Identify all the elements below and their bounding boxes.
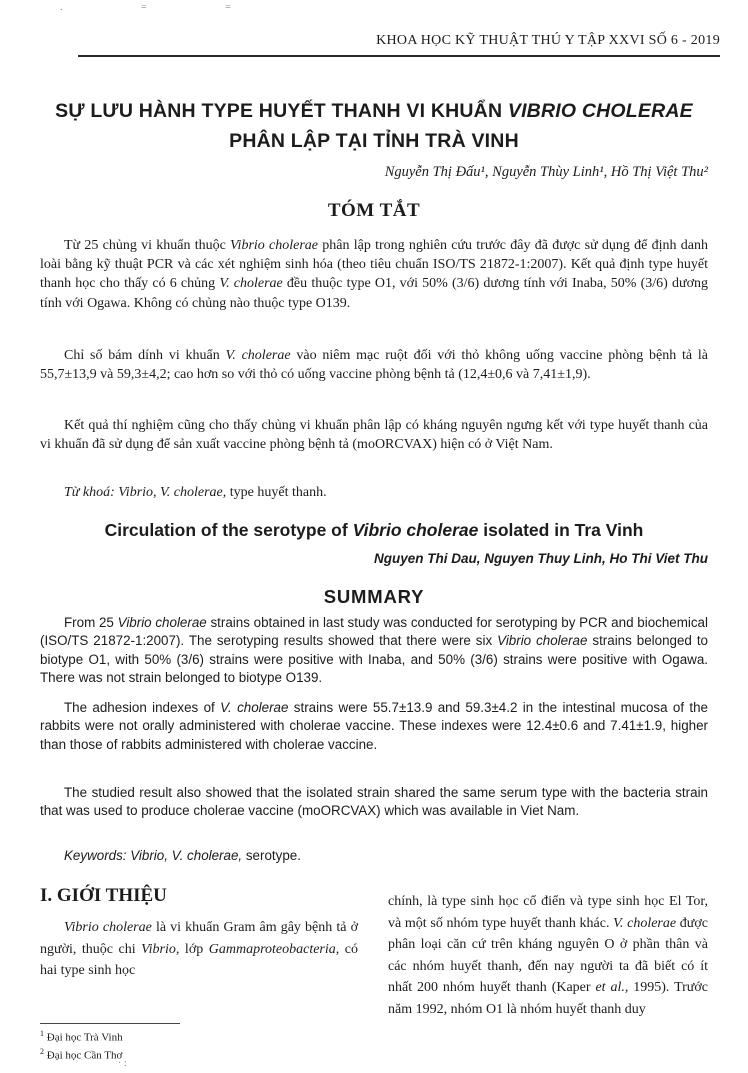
title-vi-part1: SỰ LƯU HÀNH TYPE HUYẾT THANH VI KHUẨN [55,100,508,122]
summary-paragraph-2: The adhesion indexes of V. cholerae strains were 55.7±13.9 and 59.3±4.2 in the intestinal mucosa of the rabbits were not orally administered with cholerae vaccine. These indexes were 12.4±0.6 and 7.41±1.9, higher than those of rabbits administered with cholerae vaccine. [40,700,708,752]
authors-english: Nguyen Thi Dau, Nguyen Thuy Linh, Ho Thi Viet Thu [374,551,708,566]
footnotes [40,1027,123,1062]
title-vietnamese [40,96,708,156]
footnote-1: $^1$ Đại học Trà Vinh [40,1029,123,1044]
scan-mark-bottom: · : [118,1058,127,1069]
keywords-en-rest: serotype. [242,848,301,863]
keywords-vi-label: Từ khoá: Vibrio, V. cholerae, [64,485,227,500]
keywords-vi [64,485,327,501]
title-vi-part2: PHÂN LẬP TẠI TỈNH TRÀ VINH [229,130,519,152]
footnote-2: $^2$ Đại học Cần Thơ [40,1046,123,1062]
intro-right-column: chính, là type sinh học cổ điển và type sinh học El Tor, và một số nhóm type huyết thanh khác. V. cholerae được phân loại căn cứ trên kháng nguyên O ở phần thân và các nhóm huyết thanh, đến nay người ta đã biết có ít nhất 200 nhóm huyết thanh (Kaper et al., 1995). Trước năm 1992, nhóm O1 là nhóm huyết thanh duy [388,894,709,1017]
summary-paragraph-3: The studied result also showed that the isolated strain shared the same serum type with the bacteria strain that was used to produce cholerae vaccine (moORCVAX) which was available in Viet Nam. [40,785,708,819]
scan-marks: . = = [60,2,269,13]
header-rule [78,55,720,57]
title-vi-species: VIBRIO CHOLERAE [507,100,693,122]
authors-vietnamese: Nguyễn Thị Đấu¹, Nguyễn Thùy Linh¹, Hồ Thị Việt Thu² [384,164,708,180]
abstract-vi-paragraph-2: Chỉ số bám dính vi khuẩn V. cholerae vào niêm mạc ruột đối với thỏ không uống vaccine phòng bệnh tả là 55,7±13,9 và 59,3±4,2; cao hơn so với thỏ có uống vaccine phòng bệnh tả (12,4±0,6 và 7,41±1,9). [40,348,708,383]
abstract-vi-paragraph-1: Từ 25 chủng vi khuẩn thuộc Vibrio cholerae phân lập trong nghiên cứu trước đây đã được sử dụng để định danh loài bằng kỹ thuật PCR và các xét nghiệm sinh hóa (theo tiêu chuẩn ISO/TS 21872-1:2007). Kết quả định type huyết thanh học cho thấy có 6 chủng V. cholerae đều thuộc type O1, với 50% (3/6) dương tính với Inaba, 50% (3/6) dương tính với Ogawa. Không có chủng nào thuộc type O139. [40,238,708,311]
title-english: Circulation of the serotype of Vibrio cholerae isolated in Tra Vinh [104,520,644,540]
abstract-heading-vi: TÓM TẮT [327,200,421,221]
abstract-vi-paragraph-3: Kết quả thí nghiệm cũng cho thấy chủng vi khuẩn phân lập có kháng nguyên ngưng kết với type huyết thanh của vi khuẩn đã sử dụng để sản xuất vaccine phòng bệnh tả (moORCVAX) hiện có ở Việt Nam. [40,418,708,453]
journal-running-header: KHOA HỌC KỸ THUẬT THÚ Y TẬP XXVI SỐ 6 - 2019 [376,33,720,48]
intro-left-column: Vibrio cholerae là vi khuẩn Gram âm gây bệnh tả ở người, thuộc chi Vibrio, lớp Gammaproteobacteria, có hai type sinh học [40,920,359,978]
keywords-vi-rest: type huyết thanh. [226,485,327,500]
keywords-en [64,848,301,863]
summary-paragraph-1: From 25 Vibrio cholerae strains obtained in last study was conducted for serotyping by PCR and biochemical (ISO/TS 21872-1:2007). The serotyping results showed that there were six Vibrio cholerae strains belonged to biotype O1, with 50% (3/6) strains were positive with Inaba, and 50% (3/6) strains were positive with Ogawa. There was not strain belonged to biotype O139. [40,615,708,686]
footnote-rule [40,1023,180,1024]
keywords-en-label: Keywords: Vibrio, V. cholerae, [64,848,243,863]
summary-heading: SUMMARY [323,586,425,607]
section-heading-introduction: I. GIỚI THIỆU [40,885,167,906]
